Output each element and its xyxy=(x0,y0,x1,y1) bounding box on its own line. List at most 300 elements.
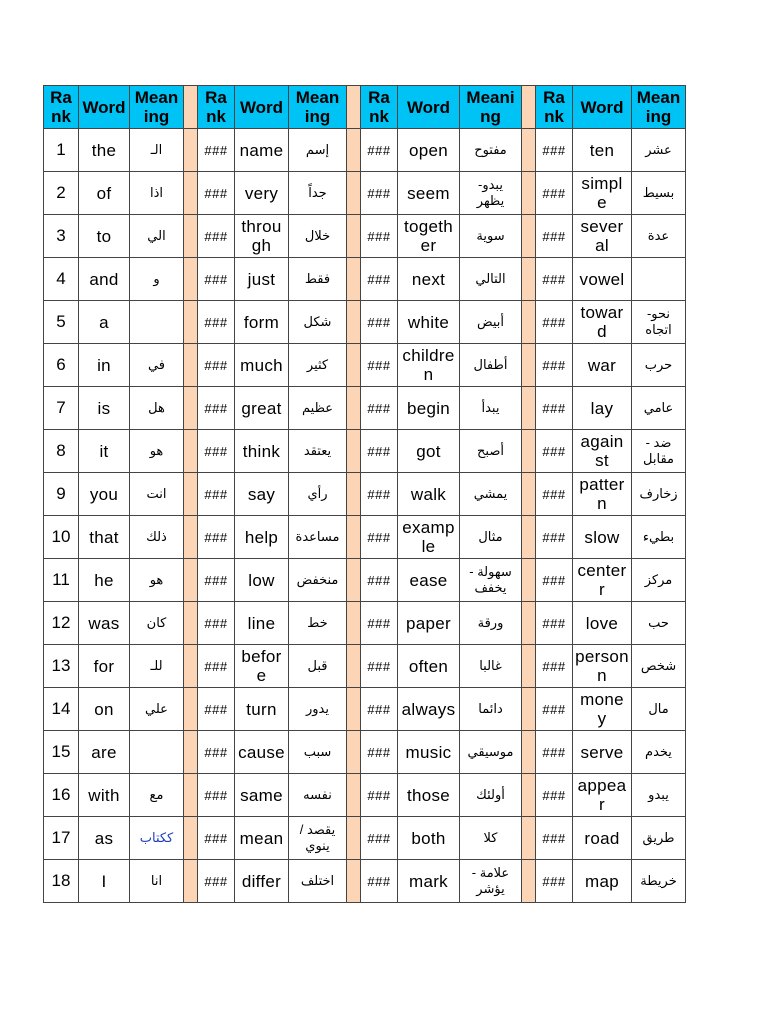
cell-meaning: يبدو- يظهر xyxy=(460,172,522,215)
cell-meaning: سهولة - يخفف xyxy=(460,559,522,602)
cell-rank: ### xyxy=(361,172,398,215)
cell-word: next xyxy=(398,258,460,301)
cell-meaning: يدور xyxy=(289,688,347,731)
cell-meaning: للـ xyxy=(130,645,184,688)
cell-word: love xyxy=(573,602,632,645)
group-separator xyxy=(522,559,536,602)
cell-rank: ### xyxy=(361,301,398,344)
cell-rank: ### xyxy=(361,387,398,430)
cell-rank: 11 xyxy=(44,559,79,602)
cell-meaning: حرب xyxy=(632,344,686,387)
group-separator xyxy=(184,129,198,172)
cell-meaning: مال xyxy=(632,688,686,731)
cell-word: always xyxy=(398,688,460,731)
cell-word: was xyxy=(79,602,130,645)
group-separator xyxy=(184,516,198,559)
cell-meaning: نفسه xyxy=(289,774,347,817)
table-row xyxy=(44,215,686,258)
cell-word: is xyxy=(79,387,130,430)
cell-meaning: أبيض xyxy=(460,301,522,344)
cell-meaning: علامة - يؤشر xyxy=(460,860,522,903)
cell-word: throu gh xyxy=(235,215,289,258)
cell-word: both xyxy=(398,817,460,860)
header-row xyxy=(44,86,686,129)
cell-rank: ### xyxy=(536,645,573,688)
cell-word: begin xyxy=(398,387,460,430)
cell-word: of xyxy=(79,172,130,215)
cell-rank: ### xyxy=(536,172,573,215)
cell-rank: ### xyxy=(536,559,573,602)
cell-rank: ### xyxy=(198,344,235,387)
cell-meaning: مركز xyxy=(632,559,686,602)
cell-rank: 16 xyxy=(44,774,79,817)
group-separator xyxy=(347,516,361,559)
cell-rank: ### xyxy=(361,215,398,258)
cell-rank: 17 xyxy=(44,817,79,860)
cell-word: often xyxy=(398,645,460,688)
cell-meaning: ذلك xyxy=(130,516,184,559)
cell-meaning: علي xyxy=(130,688,184,731)
cell-meaning: رأي xyxy=(289,473,347,516)
group-separator xyxy=(522,215,536,258)
cell-rank: ### xyxy=(198,172,235,215)
group-separator xyxy=(184,387,198,430)
header-meaning-3: Meani ng xyxy=(460,86,522,129)
group-separator xyxy=(522,86,536,129)
cell-word: in xyxy=(79,344,130,387)
cell-meaning: هو xyxy=(130,430,184,473)
cell-rank: ### xyxy=(536,860,573,903)
cell-meaning: عظيم xyxy=(289,387,347,430)
cell-rank: ### xyxy=(536,430,573,473)
cell-meaning: مع xyxy=(130,774,184,817)
cell-word: ten xyxy=(573,129,632,172)
table-row xyxy=(44,129,686,172)
group-separator xyxy=(184,344,198,387)
cell-meaning: ككتاب xyxy=(130,817,184,860)
cell-rank: 4 xyxy=(44,258,79,301)
group-separator xyxy=(522,344,536,387)
cell-word: say xyxy=(235,473,289,516)
group-separator xyxy=(522,774,536,817)
cell-rank: ### xyxy=(536,602,573,645)
table-row xyxy=(44,817,686,860)
group-separator xyxy=(522,731,536,774)
cell-rank: 6 xyxy=(44,344,79,387)
cell-rank: ### xyxy=(361,817,398,860)
group-separator xyxy=(184,688,198,731)
table-row xyxy=(44,387,686,430)
cell-meaning: هو xyxy=(130,559,184,602)
cell-word: line xyxy=(235,602,289,645)
group-separator xyxy=(347,688,361,731)
cell-meaning: كان xyxy=(130,602,184,645)
group-separator xyxy=(347,731,361,774)
cell-meaning: مساعدة xyxy=(289,516,347,559)
cell-word: seem xyxy=(398,172,460,215)
cell-word: help xyxy=(235,516,289,559)
cell-rank: ### xyxy=(361,860,398,903)
cell-rank: ### xyxy=(361,731,398,774)
cell-word: got xyxy=(398,430,460,473)
group-separator xyxy=(347,387,361,430)
group-separator xyxy=(347,473,361,516)
cell-rank: ### xyxy=(198,774,235,817)
cell-rank: ### xyxy=(536,344,573,387)
group-separator xyxy=(347,258,361,301)
table-row xyxy=(44,774,686,817)
cell-rank: 10 xyxy=(44,516,79,559)
cell-rank: ### xyxy=(536,817,573,860)
cell-word: form xyxy=(235,301,289,344)
cell-meaning: هل xyxy=(130,387,184,430)
group-separator xyxy=(522,602,536,645)
group-separator xyxy=(347,645,361,688)
table-row xyxy=(44,731,686,774)
cell-meaning: خط xyxy=(289,602,347,645)
cell-rank: 9 xyxy=(44,473,79,516)
cell-rank: ### xyxy=(198,301,235,344)
cell-meaning xyxy=(632,258,686,301)
cell-meaning: قبل xyxy=(289,645,347,688)
group-separator xyxy=(184,645,198,688)
cell-rank: ### xyxy=(361,129,398,172)
cell-meaning xyxy=(130,301,184,344)
group-separator xyxy=(184,559,198,602)
table-row xyxy=(44,258,686,301)
group-separator xyxy=(522,645,536,688)
cell-rank: ### xyxy=(198,817,235,860)
cell-meaning: التالي xyxy=(460,258,522,301)
group-separator xyxy=(522,258,536,301)
table-row xyxy=(44,344,686,387)
cell-word: appea r xyxy=(573,774,632,817)
cell-rank: ### xyxy=(198,516,235,559)
cell-meaning: يبدأ xyxy=(460,387,522,430)
cell-word: serve xyxy=(573,731,632,774)
group-separator xyxy=(184,430,198,473)
cell-rank: ### xyxy=(361,602,398,645)
cell-rank: ### xyxy=(198,473,235,516)
cell-word: lay xyxy=(573,387,632,430)
cell-word: great xyxy=(235,387,289,430)
cell-rank: ### xyxy=(361,688,398,731)
cell-word: open xyxy=(398,129,460,172)
table-row xyxy=(44,559,686,602)
cell-word: as xyxy=(79,817,130,860)
cell-rank: ### xyxy=(198,559,235,602)
cell-meaning: بسيط xyxy=(632,172,686,215)
cell-word: towar d xyxy=(573,301,632,344)
group-separator xyxy=(184,774,198,817)
cell-meaning: و xyxy=(130,258,184,301)
cell-word: examp le xyxy=(398,516,460,559)
group-separator xyxy=(522,387,536,430)
cell-meaning: فقط xyxy=(289,258,347,301)
cell-meaning: عدة xyxy=(632,215,686,258)
cell-rank: ### xyxy=(198,731,235,774)
cell-word: road xyxy=(573,817,632,860)
cell-word: mean xyxy=(235,817,289,860)
cell-word: paper xyxy=(398,602,460,645)
cell-meaning: يخدم xyxy=(632,731,686,774)
table-row xyxy=(44,860,686,903)
group-separator xyxy=(347,774,361,817)
cell-rank: ### xyxy=(198,215,235,258)
cell-rank: ### xyxy=(536,688,573,731)
cell-word: togeth er xyxy=(398,215,460,258)
cell-meaning: كلا xyxy=(460,817,522,860)
cell-word: mark xyxy=(398,860,460,903)
cell-word: vowel xyxy=(573,258,632,301)
cell-meaning: في xyxy=(130,344,184,387)
cell-word: to xyxy=(79,215,130,258)
cell-rank: ### xyxy=(361,258,398,301)
header-word-4: Word xyxy=(573,86,632,129)
cell-word: just xyxy=(235,258,289,301)
cell-meaning: خلال xyxy=(289,215,347,258)
group-separator xyxy=(522,516,536,559)
cell-word: same xyxy=(235,774,289,817)
group-separator xyxy=(522,688,536,731)
cell-word: differ xyxy=(235,860,289,903)
cell-word: music xyxy=(398,731,460,774)
cell-meaning: دائما xyxy=(460,688,522,731)
cell-rank: ### xyxy=(361,473,398,516)
cell-word: person n xyxy=(573,645,632,688)
cell-rank: ### xyxy=(361,774,398,817)
header-word-3: Word xyxy=(398,86,460,129)
cell-meaning: اذا xyxy=(130,172,184,215)
cell-meaning: طريق xyxy=(632,817,686,860)
cell-rank: ### xyxy=(198,860,235,903)
group-separator xyxy=(347,129,361,172)
cell-meaning: أولئك xyxy=(460,774,522,817)
group-separator xyxy=(184,86,198,129)
cell-word: much xyxy=(235,344,289,387)
cell-rank: ### xyxy=(198,688,235,731)
cell-word: he xyxy=(79,559,130,602)
cell-rank: 13 xyxy=(44,645,79,688)
group-separator xyxy=(522,473,536,516)
group-separator xyxy=(184,301,198,344)
cell-rank: ### xyxy=(198,645,235,688)
cell-meaning: ضد - مقابل xyxy=(632,430,686,473)
cell-word: with xyxy=(79,774,130,817)
cell-rank: 1 xyxy=(44,129,79,172)
header-rank-1: Ra nk xyxy=(44,86,79,129)
cell-word: slow xyxy=(573,516,632,559)
cell-word: name xyxy=(235,129,289,172)
cell-word: are xyxy=(79,731,130,774)
group-separator xyxy=(522,860,536,903)
cell-meaning: منخفض xyxy=(289,559,347,602)
cell-meaning: بطيء xyxy=(632,516,686,559)
cell-word: war xyxy=(573,344,632,387)
cell-meaning: اختلف xyxy=(289,860,347,903)
cell-meaning: إسم xyxy=(289,129,347,172)
cell-word: again st xyxy=(573,430,632,473)
group-separator xyxy=(347,430,361,473)
cell-rank: ### xyxy=(361,430,398,473)
cell-meaning: يقصد / ينوي xyxy=(289,817,347,860)
group-separator xyxy=(184,172,198,215)
cell-meaning: يمشي xyxy=(460,473,522,516)
cell-meaning: أصبح xyxy=(460,430,522,473)
cell-meaning: عشر xyxy=(632,129,686,172)
group-separator xyxy=(184,817,198,860)
cell-word: map xyxy=(573,860,632,903)
cell-rank: ### xyxy=(536,387,573,430)
cell-rank: ### xyxy=(198,387,235,430)
group-separator xyxy=(347,817,361,860)
cell-rank: ### xyxy=(536,129,573,172)
cell-meaning: كثير xyxy=(289,344,347,387)
cell-rank: 14 xyxy=(44,688,79,731)
cell-meaning: الي xyxy=(130,215,184,258)
cell-word: think xyxy=(235,430,289,473)
cell-meaning: عامي xyxy=(632,387,686,430)
cell-word: it xyxy=(79,430,130,473)
group-separator xyxy=(184,860,198,903)
cell-meaning: زخارف xyxy=(632,473,686,516)
cell-rank: ### xyxy=(361,645,398,688)
cell-word: those xyxy=(398,774,460,817)
cell-word: sever al xyxy=(573,215,632,258)
cell-meaning: نحو- اتجاه xyxy=(632,301,686,344)
cell-meaning: ورقة xyxy=(460,602,522,645)
table-row xyxy=(44,430,686,473)
cell-rank: ### xyxy=(198,129,235,172)
table-row xyxy=(44,301,686,344)
cell-meaning: الـ xyxy=(130,129,184,172)
group-separator xyxy=(184,731,198,774)
cell-meaning: حب xyxy=(632,602,686,645)
cell-word: I xyxy=(79,860,130,903)
cell-rank: ### xyxy=(536,473,573,516)
header-meaning-1: Mean ing xyxy=(130,86,184,129)
table-row xyxy=(44,602,686,645)
cell-rank: 2 xyxy=(44,172,79,215)
cell-word: the xyxy=(79,129,130,172)
cell-rank: ### xyxy=(536,301,573,344)
group-separator xyxy=(522,129,536,172)
cell-rank: 3 xyxy=(44,215,79,258)
cell-rank: ### xyxy=(361,344,398,387)
cell-word: center r xyxy=(573,559,632,602)
cell-rank: ### xyxy=(536,516,573,559)
cell-rank: 12 xyxy=(44,602,79,645)
group-separator xyxy=(347,860,361,903)
cell-meaning: شكل xyxy=(289,301,347,344)
cell-word: turn xyxy=(235,688,289,731)
group-separator xyxy=(184,473,198,516)
group-separator xyxy=(184,215,198,258)
cell-meaning: مفتوح xyxy=(460,129,522,172)
cell-word: ease xyxy=(398,559,460,602)
cell-word: and xyxy=(79,258,130,301)
cell-word: that xyxy=(79,516,130,559)
cell-meaning: مثال xyxy=(460,516,522,559)
cell-meaning: خريطة xyxy=(632,860,686,903)
header-meaning-2: Mean ing xyxy=(289,86,347,129)
group-separator xyxy=(347,602,361,645)
header-rank-3: Ra nk xyxy=(361,86,398,129)
cell-rank: ### xyxy=(198,430,235,473)
group-separator xyxy=(522,172,536,215)
cell-meaning: موسيقي xyxy=(460,731,522,774)
cell-rank: 15 xyxy=(44,731,79,774)
cell-word: low xyxy=(235,559,289,602)
cell-rank: 8 xyxy=(44,430,79,473)
header-meaning-4: Mean ing xyxy=(632,86,686,129)
cell-word: on xyxy=(79,688,130,731)
cell-word: very xyxy=(235,172,289,215)
cell-word: for xyxy=(79,645,130,688)
table-row xyxy=(44,473,686,516)
table-row xyxy=(44,172,686,215)
cell-rank: 5 xyxy=(44,301,79,344)
cell-meaning: يبدو xyxy=(632,774,686,817)
cell-word: white xyxy=(398,301,460,344)
group-separator xyxy=(184,602,198,645)
header-word-1: Word xyxy=(79,86,130,129)
cell-word: patter n xyxy=(573,473,632,516)
group-separator xyxy=(347,344,361,387)
cell-word: simpl e xyxy=(573,172,632,215)
cell-word: a xyxy=(79,301,130,344)
cell-rank: ### xyxy=(536,215,573,258)
cell-rank: 7 xyxy=(44,387,79,430)
cell-meaning: غالبا xyxy=(460,645,522,688)
header-word-2: Word xyxy=(235,86,289,129)
group-separator xyxy=(522,817,536,860)
cell-rank: ### xyxy=(536,731,573,774)
cell-rank: ### xyxy=(536,258,573,301)
cell-meaning: شخص xyxy=(632,645,686,688)
header-rank-4: Ra nk xyxy=(536,86,573,129)
cell-meaning: يعتقد xyxy=(289,430,347,473)
table-body xyxy=(44,129,686,903)
cell-word: walk xyxy=(398,473,460,516)
cell-meaning: سبب xyxy=(289,731,347,774)
header-rank-2: Ra nk xyxy=(198,86,235,129)
cell-meaning: سوية xyxy=(460,215,522,258)
group-separator xyxy=(347,559,361,602)
group-separator xyxy=(522,301,536,344)
group-separator xyxy=(347,172,361,215)
cell-meaning: جداً xyxy=(289,172,347,215)
cell-word: childre n xyxy=(398,344,460,387)
cell-meaning: انا xyxy=(130,860,184,903)
cell-word: befor e xyxy=(235,645,289,688)
group-separator xyxy=(347,86,361,129)
cell-rank: 18 xyxy=(44,860,79,903)
cell-meaning xyxy=(130,731,184,774)
table-row xyxy=(44,516,686,559)
cell-rank: ### xyxy=(198,602,235,645)
table-row xyxy=(44,645,686,688)
cell-meaning: انت xyxy=(130,473,184,516)
cell-meaning: أطفال xyxy=(460,344,522,387)
cell-rank: ### xyxy=(536,774,573,817)
word-list-table xyxy=(43,85,686,903)
group-separator xyxy=(522,430,536,473)
cell-rank: ### xyxy=(361,516,398,559)
cell-rank: ### xyxy=(198,258,235,301)
group-separator xyxy=(347,301,361,344)
table-row xyxy=(44,688,686,731)
